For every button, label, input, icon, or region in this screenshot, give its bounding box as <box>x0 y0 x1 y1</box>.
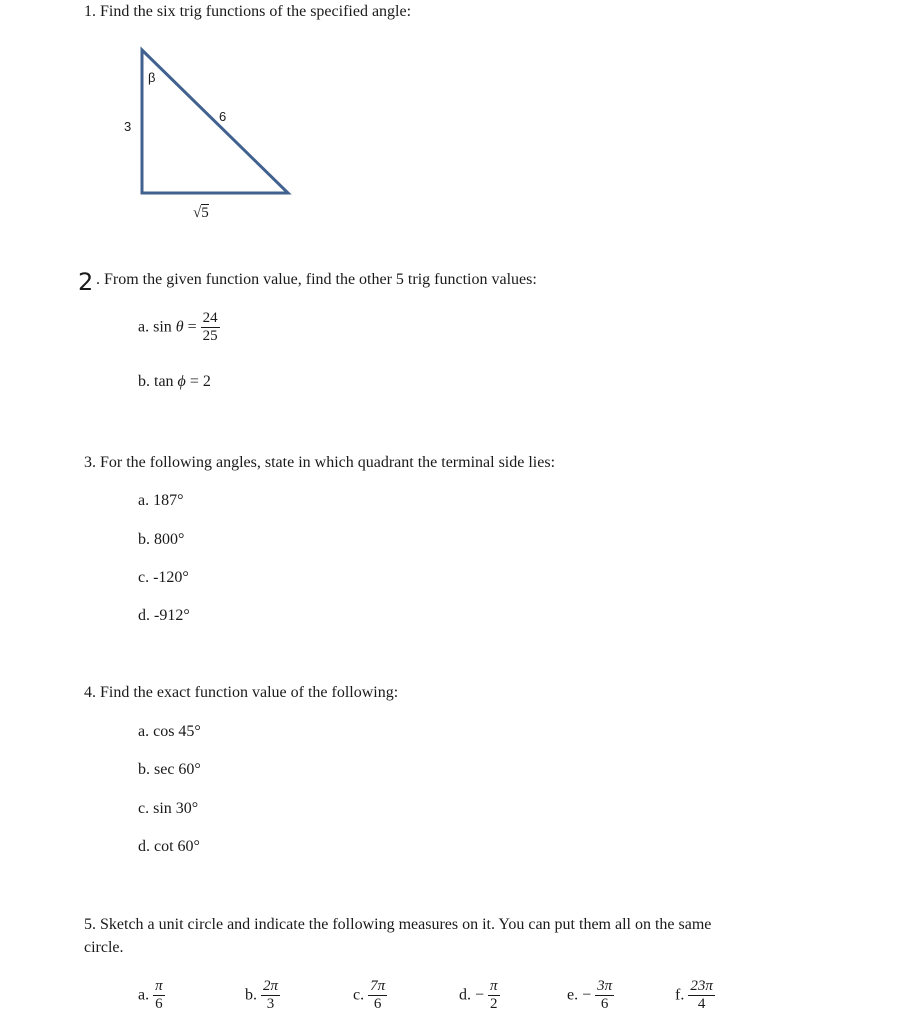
q2-b-func: tan <box>154 373 174 390</box>
q4-item-a: a. cos 45° <box>138 723 201 740</box>
q5-a-label: a. <box>138 986 150 1004</box>
q2-a-denominator: 25 <box>202 328 218 345</box>
q3-item-b: b. 800° <box>138 531 185 548</box>
q5-e-numerator: 3π <box>595 978 614 996</box>
q2-b-var: ϕ <box>177 373 186 390</box>
q5-b-fraction <box>261 978 280 1014</box>
q5-a-fraction <box>153 978 165 1014</box>
q2-title: . From the given function value, find the other 5 trig function values: <box>96 271 537 288</box>
q4-item-d: d. cot 60° <box>138 838 200 855</box>
q4-item-c: c. sin 30° <box>138 800 199 817</box>
side-left-label: 3 <box>124 119 132 134</box>
q3-item-a: a. 187° <box>138 492 184 509</box>
right-triangle-figure <box>110 40 310 230</box>
side-bottom-label <box>193 205 209 222</box>
q5-item-a <box>138 978 165 1014</box>
q5-c-numerator: 7π <box>368 978 387 996</box>
sqrt-radicand: 5 <box>201 205 209 221</box>
q5-b-denominator: 3 <box>266 996 275 1013</box>
q5-d-denominator: 2 <box>490 996 498 1013</box>
q2-a-var: θ <box>175 318 184 336</box>
q2-a-eq: = <box>187 318 197 336</box>
q5-c-label: c. <box>353 986 365 1004</box>
q2-a-numerator: 24 <box>201 310 220 328</box>
q5-item-f <box>675 978 715 1014</box>
q5-f-fraction <box>688 978 715 1014</box>
q5-item-e <box>567 978 614 1014</box>
q5-a-denominator: 6 <box>155 996 163 1013</box>
q4-item-b: b. sec 60° <box>138 761 201 778</box>
q5-a-numerator: π <box>153 978 165 996</box>
q2-b-eq: = 2 <box>189 373 211 390</box>
sqrt-symbol: √ <box>193 205 202 221</box>
q5-item-d <box>459 978 500 1014</box>
q5-c-fraction <box>368 978 387 1014</box>
q5-d-label: d. <box>459 986 471 1004</box>
q5-d-fraction <box>488 978 500 1014</box>
q5-item-b <box>245 978 280 1014</box>
q5-f-numerator: 23π <box>688 978 715 996</box>
q2-a-fraction <box>201 310 220 346</box>
q5-title-line1: 5. Sketch a unit circle and indicate the following measures on it. You can put them all on the same <box>84 916 712 933</box>
q5-e-denominator: 6 <box>600 996 609 1013</box>
q2-item-b <box>138 373 211 391</box>
hypotenuse-label: 6 <box>219 109 227 124</box>
q5-e-sign: − <box>582 986 592 1004</box>
q3-item-d: d. -912° <box>138 607 190 624</box>
q2-item-a <box>138 310 220 346</box>
q5-d-numerator: π <box>488 978 500 996</box>
q1-title: 1. Find the six trig functions of the specified angle: <box>84 3 412 20</box>
q5-d-sign: − <box>475 986 485 1004</box>
q5-title-line2: circle. <box>84 939 124 956</box>
q5-f-denominator: 4 <box>697 996 706 1013</box>
q4-title: 4. Find the exact function value of the following: <box>84 684 399 701</box>
q3-title: 3. For the following angles, state in which quadrant the terminal side lies: <box>84 454 556 471</box>
triangle-outline <box>142 50 288 193</box>
q5-c-denominator: 6 <box>373 996 382 1013</box>
q5-b-label: b. <box>245 986 257 1004</box>
q5-item-c <box>353 978 387 1014</box>
angle-beta-label: β <box>148 70 156 85</box>
q2-a-label: a. <box>138 318 150 336</box>
q2-a-func: sin <box>153 318 172 336</box>
q5-b-numerator: 2π <box>261 978 280 996</box>
q5-e-fraction <box>595 978 614 1014</box>
q5-e-label: e. <box>567 986 579 1004</box>
q2-handwritten-number: 2 <box>78 268 94 296</box>
q2-b-label: b. <box>138 373 150 390</box>
q3-item-c: c. -120° <box>138 569 189 586</box>
q5-f-label: f. <box>675 986 685 1004</box>
